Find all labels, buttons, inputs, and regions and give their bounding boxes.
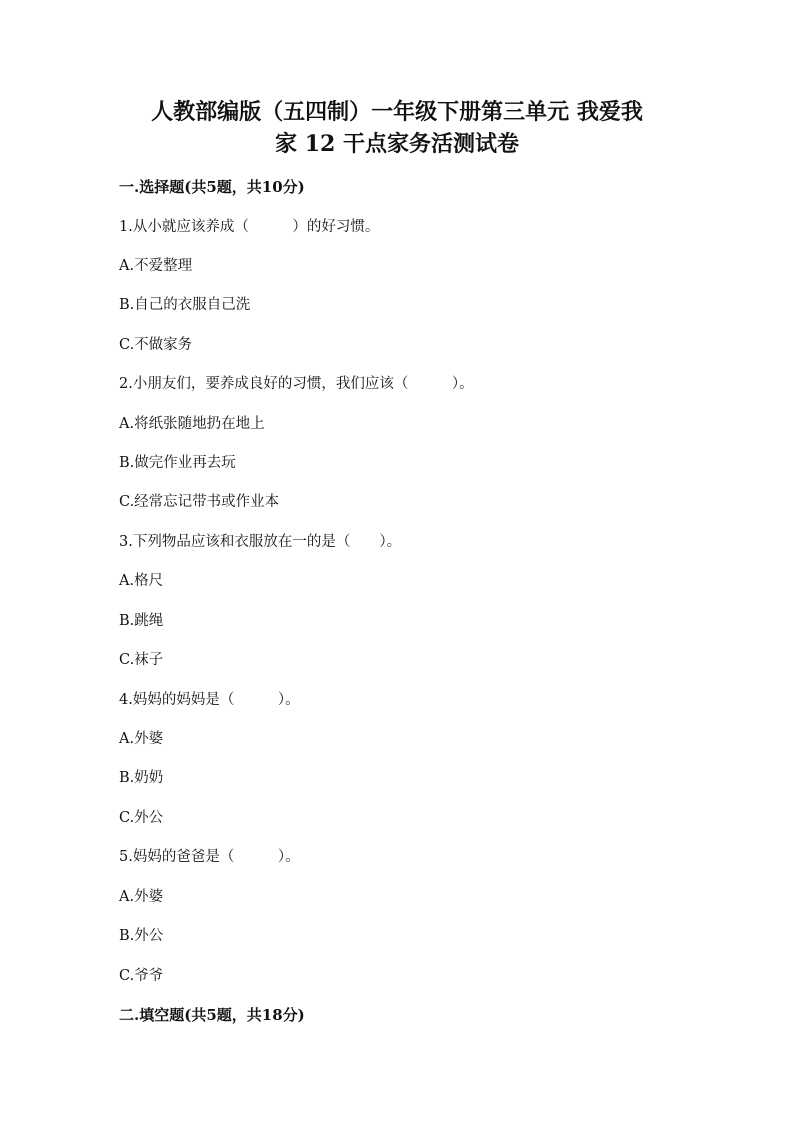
question-1-option-c: C.不做家务 <box>119 337 193 353</box>
question-2-option-c: C.经常忘记带书或作业本 <box>119 494 280 510</box>
question-4-option-b: B.奶奶 <box>119 770 164 786</box>
question-1-stem: 1.从小就应该养成（ ）的好习惯。 <box>119 219 380 235</box>
section-heading-fill-blank: 二.填空题(共5题，共18分) <box>119 1006 305 1024</box>
question-5-option-b: B.外公 <box>119 928 164 944</box>
question-2-stem: 2.小朋友们，要养成良好的习惯，我们应该（ ）。 <box>119 376 474 392</box>
question-4-option-c: C.外公 <box>119 810 164 826</box>
question-3-option-c: C.袜子 <box>119 652 164 668</box>
question-1-option-b: B.自己的衣服自己洗 <box>119 297 251 313</box>
question-3-option-b: B.跳绳 <box>119 613 164 629</box>
question-5-option-c: C.爷爷 <box>119 968 164 984</box>
question-4-stem: 4.妈妈的妈妈是（ ）。 <box>119 692 300 708</box>
page-title-line-1: 人教部编版（五四制）一年级下册第三单元 我爱我 <box>151 99 643 125</box>
page-title-line-2: 家 12 干点家务活测试卷 <box>275 131 519 157</box>
section-heading-choice: 一.选择题(共5题，共10分) <box>119 178 305 196</box>
question-3-option-a: A.格尺 <box>119 573 164 589</box>
question-2-option-a: A.将纸张随地扔在地上 <box>119 416 265 432</box>
question-5-stem: 5.妈妈的爸爸是（ ）。 <box>119 849 300 865</box>
question-3-stem: 3.下列物品应该和衣服放在一的是（ ）。 <box>119 534 402 550</box>
question-5-option-a: A.外婆 <box>119 889 164 905</box>
question-4-option-a: A.外婆 <box>119 731 164 747</box>
question-1-option-a: A.不爱整理 <box>119 258 193 274</box>
question-2-option-b: B.做完作业再去玩 <box>119 455 236 471</box>
